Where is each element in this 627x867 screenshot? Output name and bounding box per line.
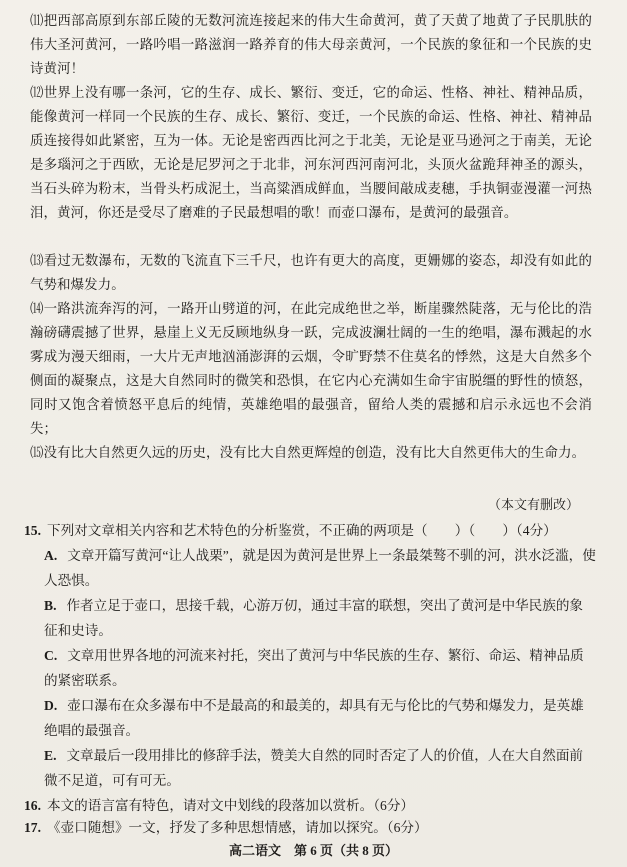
option-letter: B. bbox=[44, 598, 57, 613]
option-text: 文章最后一段用排比的修辞手法，赞美大自然的同时否定了人的价值，人在大自然面前微不足道，可有可无。 bbox=[44, 748, 584, 788]
page-footer: 高二语文 第 6 页（共 8 页） bbox=[228, 843, 398, 858]
option-letter: C. bbox=[44, 648, 58, 663]
source-note: （本文有删改） bbox=[487, 498, 579, 513]
option-text: 文章开篇写黄河“让人战栗”，就是因为黄河是世界上一条最桀骜不驯的河，洪水泛滥，使人恐惧。 bbox=[44, 548, 596, 588]
paragraph-text: ⒀看过无数瀑布，无数的飞流直下三千尺，也许有更大的高度，更姗娜的姿态，却没有如此的气势和爆发力。 bbox=[30, 254, 592, 294]
passage-paragraph-15 bbox=[30, 442, 592, 466]
option-a[interactable] bbox=[44, 543, 596, 593]
question-17 bbox=[24, 815, 596, 840]
option-e[interactable] bbox=[44, 743, 596, 793]
question-stem: 下列对文章相关内容和艺术特色的分析鉴赏，不正确的两项是（ ）（ ）（4分） bbox=[47, 523, 557, 538]
question-number: 16. bbox=[24, 798, 41, 813]
option-letter: E. bbox=[44, 748, 57, 763]
passage-paragraph-14 bbox=[30, 298, 592, 443]
question-stem: 《壶口随想》一文，抒发了多种思想情感，请加以探究。（6分） bbox=[47, 820, 428, 835]
option-b[interactable] bbox=[44, 593, 596, 643]
paragraph-text: ⑾把西部高原到东部丘陵的无数河流连接起来的伟大生命黄河，黄了天黄了地黄了子民肌肤的伟大圣河黄河，一路吟唱一路滋润一路养育的伟大母亲黄河，一个民族的象征和一个民族的史诗黄河！ bbox=[30, 14, 592, 78]
option-text: 文章用世界各地的河流来衬托，突出了黄河与中华民族的生存、繁衍、命运、精神品质的紧密联系。 bbox=[44, 648, 584, 688]
passage-paragraph-12 bbox=[30, 82, 592, 227]
option-letter: A. bbox=[44, 548, 58, 563]
paragraph-text: ⑿世界上没有哪一条河，它的生存、成长、繁衍、变迁，它的命运、性格、神社、精神品质，能像黄河一样同一个民族的生存、成长、繁衍、变迁，一个民族的命运、性格、神社、精神品质连接得如此紧密，互为一体。无论是密西西比河之于北美，无论是亚马逊河之于南美，无论是多瑙河之于西欧，无论是尼罗河之于北非，河东河西河南河北，头顶火盆跪拜神圣的源头，当石头碎为粉末，当骨头朽成泥土，当高粱酒成鲜血，当腰间敲成麦穗，手执铜壶漫灌一河热泪，黄河，你还是受尽了磨难的子民最想唱的歌！而壶口瀑布，是黄河的最强音。 bbox=[30, 86, 592, 222]
option-c[interactable] bbox=[44, 643, 596, 693]
question-stem: 本文的语言富有特色，请对文中划线的段落加以赏析。（6分） bbox=[47, 798, 415, 813]
question-number: 17. bbox=[24, 820, 41, 835]
option-text: 壶口瀑布在众多瀑布中不是最高的和最美的，却具有无与伦比的气势和爆发力，是英雄绝唱的最强音。 bbox=[44, 698, 584, 738]
paragraph-text: ⒂没有比大自然更久远的历史，没有比大自然更辉煌的创造，没有比大自然更伟大的生命力。 bbox=[30, 446, 586, 461]
question-number: 15. bbox=[24, 523, 41, 538]
passage-paragraph-13 bbox=[30, 250, 592, 298]
option-text: 作者立足于壶口，思接千载，心游万仞，通过丰富的联想，突出了黄河是中华民族的象征和史诗。 bbox=[44, 598, 584, 638]
option-d[interactable] bbox=[44, 693, 596, 743]
paragraph-text: ⒁一路洪流奔泻的河，一路开山劈道的河，在此完成绝世之举，断崖骤然陡落，无与伦比的浩瀚磅礴震撼了世界，悬崖上义无反顾地纵身一跃，完成波澜壮阔的一生的绝唱，瀑布溅起的水雾成为漫天细雨，一大片无声地汹涌澎湃的云烟，令旷野禁不住莫名的悸然，这是大自然多个侧面的凝聚点，这是大自然同时的微笑和恐惧，在它内心充满如生命宇宙脱缰的野性的愤怒，同时又饱含着愤怒平息后的纯情，英雄绝唱的最强音，留给人类的震撼和启示永远也不会消失； bbox=[30, 302, 592, 438]
question-15 bbox=[24, 518, 596, 543]
passage-paragraph-11 bbox=[30, 10, 592, 82]
option-letter: D. bbox=[44, 698, 58, 713]
